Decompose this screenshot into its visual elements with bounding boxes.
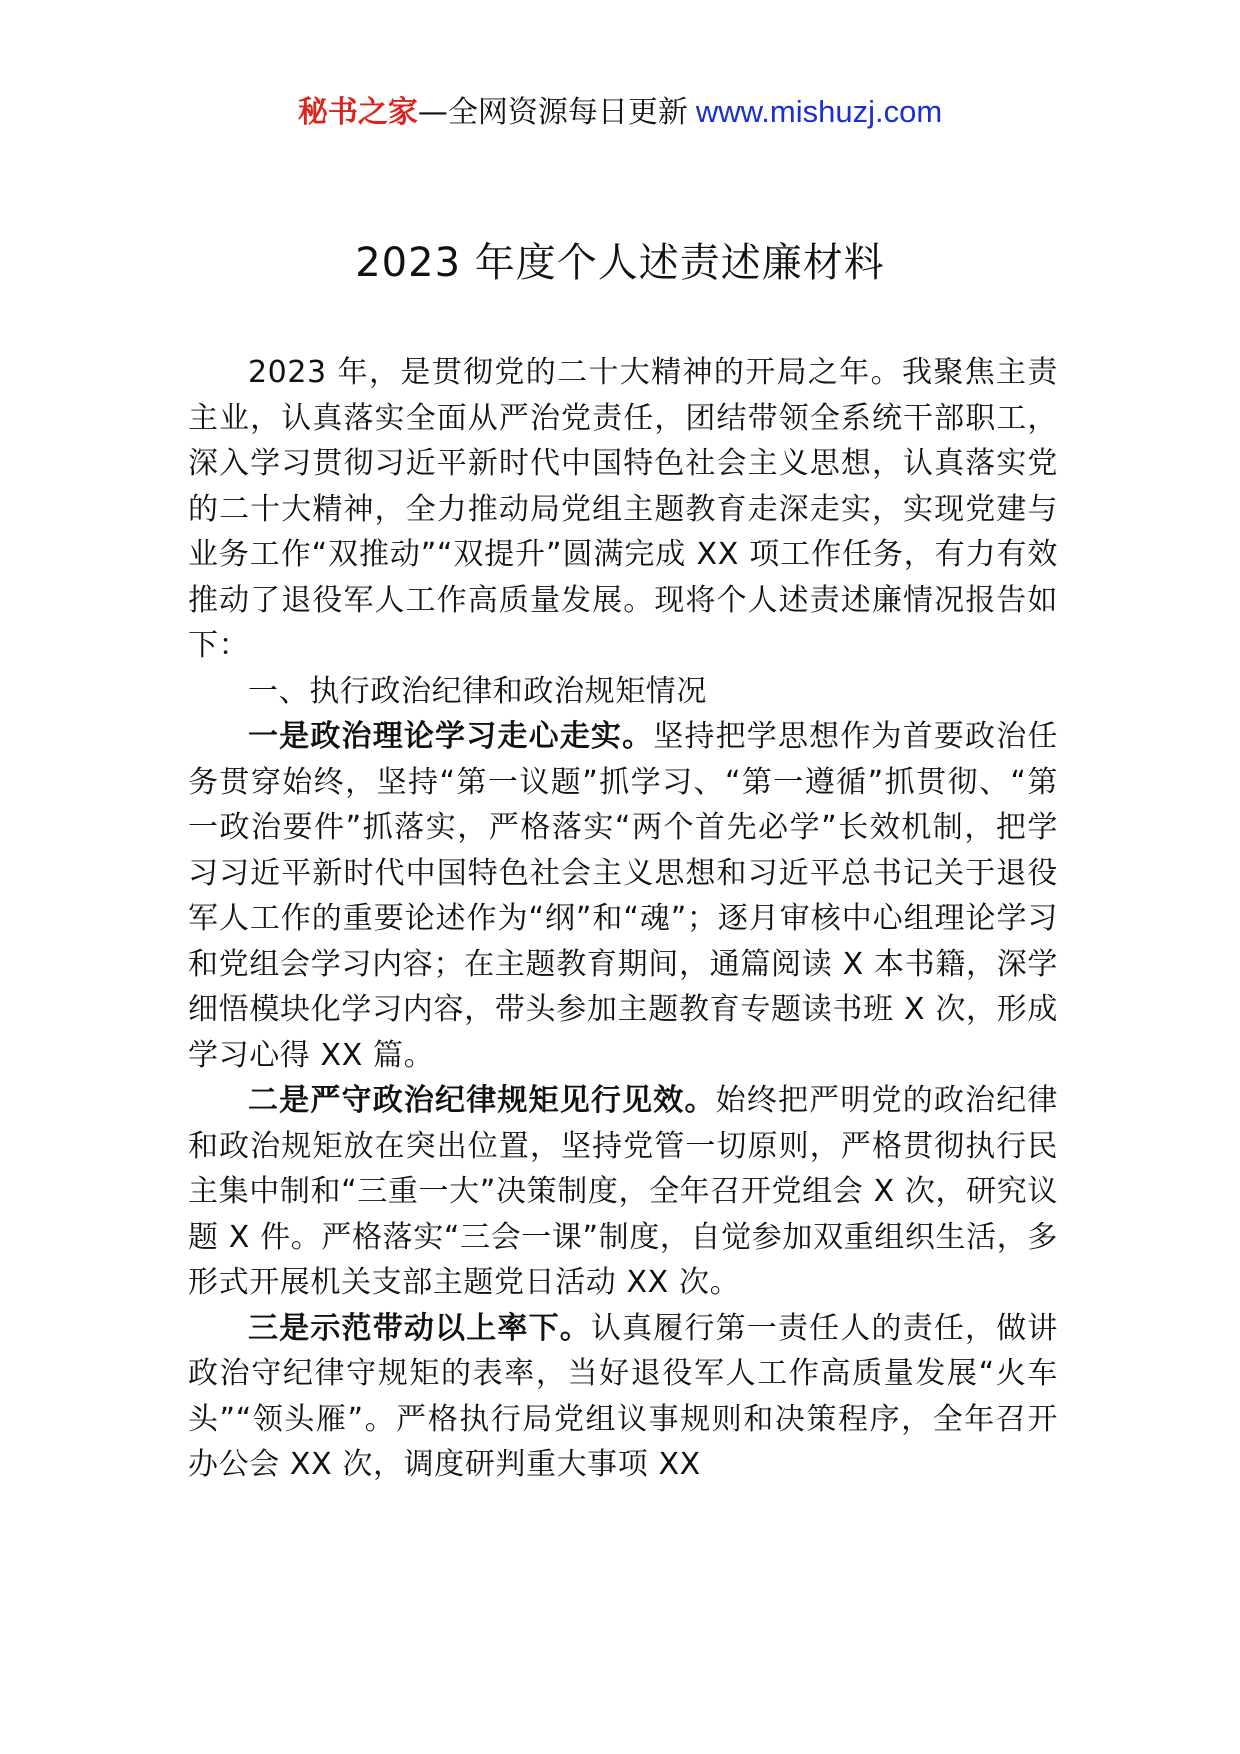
intro-paragraph [188,350,1058,669]
paragraph-text: 2023 年，是贯彻党的二十大精神的开局之年。我聚焦主责主业，认真落实全面从严治党责任，团结带领全系统干部职工，深入学习贯彻习近平新时代中国特色社会主义思想，认真落实党的二十大精神，全力推动局党组主题教育走深走实，实现党建与业务工作“双推动”“双提升”圆满完成 XX 项工作任务，有力有效推动了退役军人工作高质量发展。现将个人述责述廉情况报告如下： [188,355,1058,663]
section-heading [188,669,1058,715]
paragraph-leadership [188,1306,1058,1488]
header-tagline: —全网资源每日更新 [417,95,688,130]
paragraph-lead: 二是严守政治纪律规矩见行见效。 [248,1083,716,1118]
document-body [188,350,1058,1488]
paragraph-theory-study [188,714,1058,1078]
paragraph-lead: 一是政治理论学习走心走实。 [248,719,654,754]
site-header [0,92,1240,133]
paragraph-text: 认真履行第一责任人的责任，做讲政治守纪律守规矩的表率，当好退役军人工作高质量发展“火车头”“领头雁”。严格执行局党组议事规则和决策程序，全年召开办公会 XX 次，调度研判重大事项 XX [188,1310,1058,1482]
paragraph-discipline [188,1078,1058,1306]
brand-name: 秘书之家 [297,95,418,130]
paragraph-lead: 三是示范带动以上率下。 [248,1310,591,1346]
paragraph-text: 始终把严明党的政治纪律和政治规矩放在突出位置，坚持党管一切原则，严格贯彻执行民主集中制和“三重一大”决策制度，全年召开党组会 X 次，研究议题 X 件。严格落实“三会一课”制度，自觉参加双重组织生活，多形式开展机关支部主题党日活动 XX 次。 [188,1083,1058,1300]
document-title: 2023 年度个人述责述廉材料 [355,240,885,286]
section-heading-text: 一、执行政治纪律和政治规矩情况 [248,673,707,709]
site-url-link[interactable]: www.mishuzj.com [695,94,943,129]
paragraph-text: 坚持把学思想作为首要政治任务贯穿始终，坚持“第一议题”抓学习、“第一遵循”抓贯彻、“第一政治要件”抓落实，严格落实“两个首先必学”长效机制，把学习习近平新时代中国特色社会主义思想和习近平总书记关于退役军人工作的重要论述作为“纲”和“魂”；逐月审核中心组理论学习和党组会学习内容；在主题教育期间，通篇阅读 X 本书籍，深学细悟模块化学习内容，带头参加主题教育专题读书班 X 次，形成学习心得 XX 篇。 [188,719,1058,1073]
